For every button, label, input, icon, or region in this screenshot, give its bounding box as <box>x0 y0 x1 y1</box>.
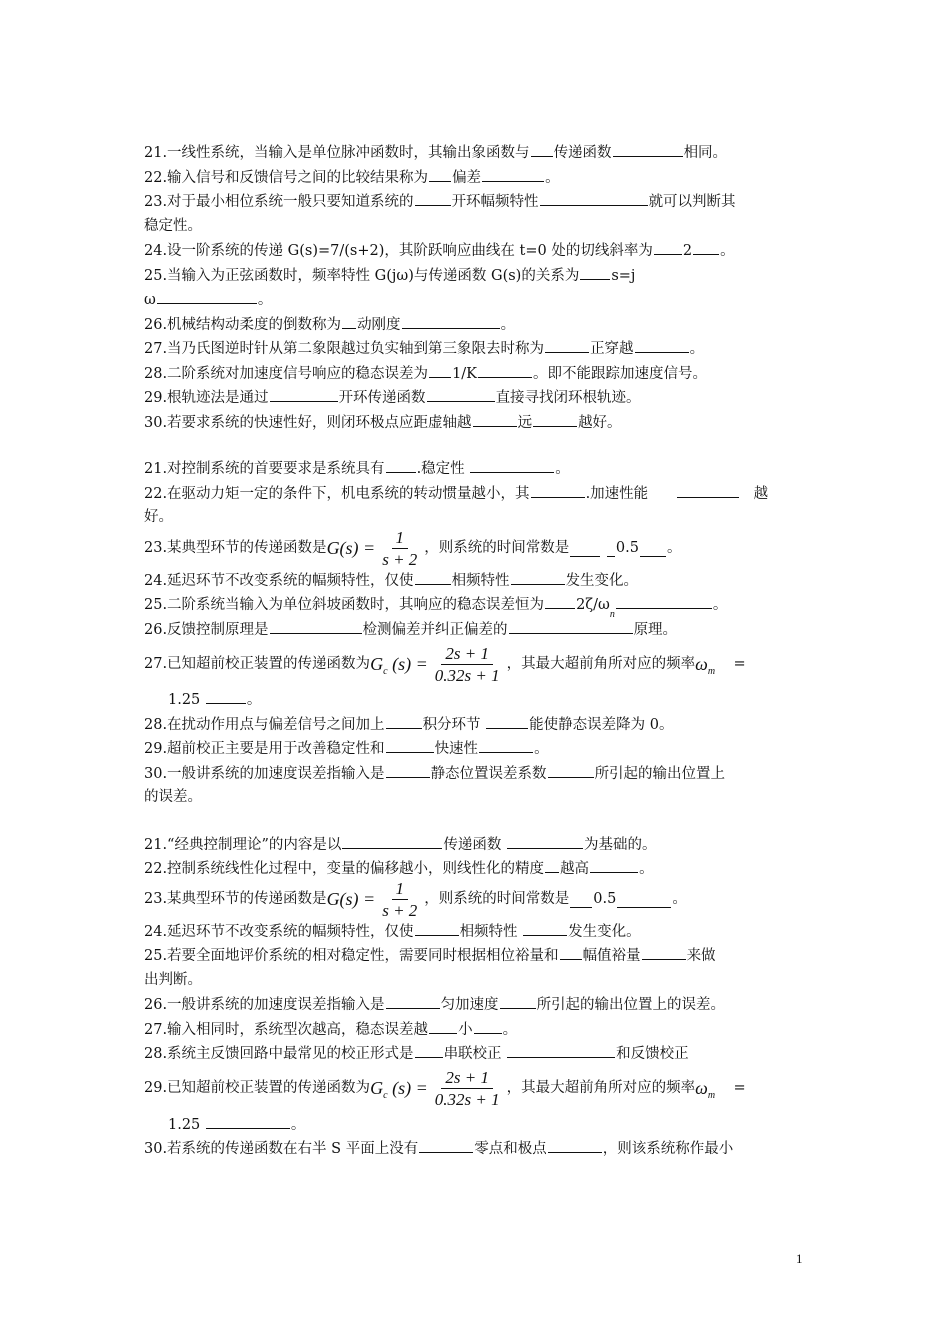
document-body <box>144 140 809 1161</box>
q3-25: 25.若要全面地评价系统的相对稳定性，需要同时根据相位裕量和 幅值裕量 来做 <box>144 943 809 968</box>
q2-30: 30.一般讲系统的加速度误差指输入是 静态位置误差系数 所引起的输出位置上 <box>144 761 809 786</box>
fraction: $\frac{2s + 1}{0.32s + 1}$ <box>434 643 500 685</box>
q3-30: 30.若系统的传递函数在右半 S 平面上没有 零点和极点 ，则该系统称作最小 <box>144 1136 809 1161</box>
fraction: $\frac{1}{s + 2}$ <box>382 879 418 920</box>
q3-21: 21.“经典控制理论”的内容是以 传递函数 为基础的。 <box>144 832 809 857</box>
q1-21: 21.一线性系统，当输入是单位脉冲函数时，其输出象函数与 传递函数 相同。 <box>144 140 809 165</box>
q2-24: 24.延迟环节不改变系统的幅频特性，仅使 相频特性 发生变化。 <box>144 568 809 593</box>
q1-25: 25.当输入为正弦函数时，频率特性 G(jω)与传递函数 G(s)的关系为 s=j <box>144 263 809 288</box>
q3-29: 29.已知超前校正装置的传递函数为 G c (s) = $\frac{2s + 1}{0.32s + 1}$ ，其最大超前角所对应的频率 ω m = <box>144 1068 746 1109</box>
q2-23: 23.某典型环节的传递函数是 G(s) = $\frac{1}{s + 2}$ ，则系统的时间常数是 0.5 。 <box>144 528 682 569</box>
q1-25-cont: ω 。 <box>144 287 809 312</box>
q1-23-cont: 稳定性。 <box>144 217 202 234</box>
fraction: $\frac{1}{s + 2}$ <box>382 528 418 569</box>
q1-22: 22.输入信号和反馈信号之间的比较结果称为 偏差 。 <box>144 165 809 190</box>
q3-28: 28.系统主反馈回路中最常见的校正形式是 串联校正 和反馈校正 <box>144 1041 809 1066</box>
q1-28: 28.二阶系统对加速度信号响应的稳态误差为 1/K 。即不能跟踪加速度信号。 <box>144 361 809 386</box>
q2-27: 27.已知超前校正装置的传递函数为 G c (s) = $\frac{2s + 1}{0.32s + 1}$ ，其最大超前角所对应的频率 ω m = <box>144 643 746 685</box>
q1-23: 23.对于最小相位系统一般只要知道系统的 开环幅频特性 就可以判断其 <box>144 189 809 214</box>
q2-28: 28.在扰动作用点与偏差信号之间加上 积分环节 能使静态误差降为 0。 <box>144 712 809 737</box>
q1-29: 29.根轨迹法是通过 开环传递函数 直接寻找闭环根轨迹。 <box>144 385 809 410</box>
q2-27-cont: 1.25 。 <box>144 687 809 712</box>
q3-22: 22.控制系统线性化过程中，变量的偏移越小，则线性化的精度 越高 。 <box>144 856 809 881</box>
page-number: 1 <box>796 1251 803 1266</box>
q2-22-cont: 好。 <box>144 509 173 525</box>
q3-23: 23.某典型环节的传递函数是 G(s) = $\frac{1}{s + 2}$ ，则系统的时间常数是 0.5 。 <box>144 879 687 920</box>
fraction: $\frac{2s + 1}{0.32s + 1}$ <box>434 1068 500 1109</box>
q3-27: 27.输入相同时，系统型次越高，稳态误差越 小 。 <box>144 1017 809 1042</box>
q2-29: 29.超前校正主要是用于改善稳定性和 快速性 。 <box>144 736 809 761</box>
q2-26: 26.反馈控制原理是 检测偏差并纠正偏差的 原理。 <box>144 617 809 642</box>
q1-27: 27.当乃氏图逆时针从第二象限越过负实轴到第三象限去时称为 正穿越 。 <box>144 336 809 361</box>
q2-21: 21.对控制系统的首要要求是系统具有 .稳定性 。 <box>144 456 809 481</box>
q3-25-cont: 出判断。 <box>144 971 202 988</box>
q2-25: 25.二阶系统当输入为单位斜坡函数时，其响应的稳态误差恒为 $2\zeta/\omega_n$。 <box>144 592 809 617</box>
q1-24: 24.设一阶系统的传递 G(s)=7/(s+2)，其阶跃响应曲线在 t=0 处的切线斜率为 2 。 <box>144 238 809 263</box>
q1-26: 26.机械结构动柔度的倒数称为 动刚度 。 <box>144 312 809 337</box>
q3-29-cont: 1.25 。 <box>144 1112 809 1137</box>
q2-22: 22.在驱动力矩一定的条件下，机电系统的转动惯量越小，其 .加速性能 越 <box>144 481 809 506</box>
q3-24: 24.延迟环节不改变系统的幅频特性，仅使 相频特性 发生变化。 <box>144 919 809 944</box>
q1-30: 30.若要求系统的快速性好，则闭环极点应距虚轴越 远 越好。 <box>144 410 809 435</box>
q2-30-cont: 的误差。 <box>144 789 202 805</box>
q3-26: 26.一般讲系统的加速度误差指输入是 匀加速度 所引起的输出位置上的误差。 <box>144 992 809 1017</box>
